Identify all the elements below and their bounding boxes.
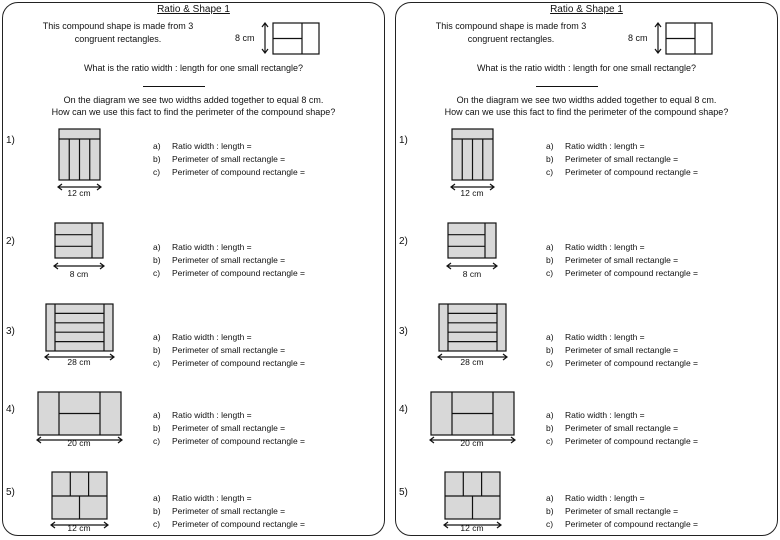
question-part: [153, 254, 305, 267]
question-parts: [153, 409, 305, 448]
question-part: [153, 166, 305, 179]
question-part: [546, 518, 698, 531]
part-letter: a): [153, 410, 161, 420]
question-part: [153, 153, 305, 166]
part-letter: b): [153, 255, 161, 265]
question-number: 2): [6, 236, 15, 247]
question-part: [546, 140, 698, 153]
dimension-label: 12 cm: [460, 188, 484, 198]
question-part: [546, 409, 698, 422]
part-letter: a): [153, 242, 161, 252]
question-part: [546, 422, 698, 435]
question-part: [153, 241, 305, 254]
worksheet-panel: [2, 2, 385, 536]
dimension-label: 28 cm: [460, 357, 484, 367]
dimension-label: 12 cm: [67, 188, 91, 198]
part-letter: a): [546, 242, 554, 252]
part-text: Perimeter of compound rectangle =: [565, 268, 699, 278]
part-letter: b): [546, 255, 554, 265]
part-text: Perimeter of small rectangle =: [565, 345, 679, 355]
part-letter: a): [546, 332, 554, 342]
part-letter: c): [546, 358, 554, 368]
question-part: [546, 254, 698, 267]
q3-shape: [438, 304, 507, 360]
question-parts: [546, 492, 698, 531]
question-part: [153, 422, 305, 435]
part-text: Perimeter of compound rectangle =: [565, 358, 699, 368]
q4-shape: [430, 392, 515, 443]
hint-line-1: On the diagram we see two widths added together to equal 8 cm.: [63, 95, 324, 105]
question-parts: [153, 492, 305, 531]
part-text: Ratio width : length =: [565, 493, 645, 503]
dimension-label: 20 cm: [460, 438, 484, 448]
part-text: Perimeter of compound rectangle =: [172, 436, 306, 446]
worksheet-title: Ratio & Shape 1: [550, 4, 623, 15]
part-letter: c): [153, 358, 161, 368]
part-text: Perimeter of compound rectangle =: [172, 268, 306, 278]
question-part: [546, 357, 698, 370]
question-part: [546, 331, 698, 344]
q5-shape: [51, 472, 108, 528]
part-text: Ratio width : length =: [565, 242, 645, 252]
part-text: Perimeter of small rectangle =: [565, 423, 679, 433]
part-text: Ratio width : length =: [172, 332, 252, 342]
q3-shape: [45, 304, 114, 360]
q2-shape: [54, 223, 104, 269]
dimension-label: 12 cm: [460, 523, 484, 533]
part-letter: b): [546, 345, 554, 355]
question-part: [546, 241, 698, 254]
part-letter: b): [546, 154, 554, 164]
ratio-question: What is the ratio width : length for one small rectangle?: [83, 63, 304, 73]
part-text: Perimeter of compound rectangle =: [565, 167, 699, 177]
question-part: [546, 492, 698, 505]
question-part: [153, 409, 305, 422]
hint-line-2: How can we use this fact to find the perimeter of the compound shape?: [444, 107, 729, 117]
question-part: [546, 505, 698, 518]
part-letter: c): [546, 519, 554, 529]
dimension-label: 20 cm: [67, 438, 91, 448]
part-text: Perimeter of compound rectangle =: [172, 358, 306, 368]
intro-example-shape: [262, 23, 319, 54]
part-letter: b): [153, 423, 161, 433]
part-letter: a): [546, 141, 554, 151]
q4-shape: [37, 392, 122, 443]
part-text: Perimeter of small rectangle =: [565, 506, 679, 516]
part-letter: a): [546, 410, 554, 420]
question-parts: [153, 331, 305, 370]
part-text: Ratio width : length =: [172, 493, 252, 503]
dimension-label: 8 cm: [462, 269, 482, 279]
part-text: Ratio width : length =: [565, 332, 645, 342]
question-part: [153, 492, 305, 505]
answer-line: [536, 86, 598, 87]
question-number: 1): [6, 135, 15, 146]
intro-text: This compound shape is made from 3 congruent rectangles.: [42, 21, 194, 44]
question-number: 1): [399, 135, 408, 146]
question-part: [153, 435, 305, 448]
part-text: Perimeter of compound rectangle =: [172, 167, 306, 177]
q5-shape: [444, 472, 501, 528]
part-letter: a): [153, 141, 161, 151]
part-letter: c): [153, 268, 161, 278]
part-text: Perimeter of small rectangle =: [565, 154, 679, 164]
part-text: Ratio width : length =: [565, 410, 645, 420]
part-letter: c): [546, 436, 554, 446]
part-text: Perimeter of small rectangle =: [172, 506, 286, 516]
hint-line-1: On the diagram we see two widths added together to equal 8 cm.: [456, 95, 717, 105]
intro-example-shape: [655, 23, 712, 54]
question-parts: [153, 241, 305, 280]
q1-shape: [451, 129, 494, 190]
question-parts: [546, 140, 698, 179]
question-part: [546, 166, 698, 179]
part-letter: b): [153, 506, 161, 516]
part-letter: a): [153, 332, 161, 342]
answer-line: [143, 86, 205, 87]
part-text: Ratio width : length =: [172, 242, 252, 252]
question-part: [153, 140, 305, 153]
q1-shape: [58, 129, 101, 190]
question-part: [546, 435, 698, 448]
question-part: [153, 357, 305, 370]
ratio-question: What is the ratio width : length for one small rectangle?: [476, 63, 697, 73]
part-text: Perimeter of compound rectangle =: [172, 519, 306, 529]
part-text: Ratio width : length =: [565, 141, 645, 151]
part-letter: b): [546, 423, 554, 433]
dimension-label: 28 cm: [67, 357, 91, 367]
question-part: [546, 344, 698, 357]
part-text: Perimeter of small rectangle =: [172, 154, 286, 164]
part-text: Perimeter of small rectangle =: [172, 423, 286, 433]
part-text: Perimeter of small rectangle =: [172, 255, 286, 265]
part-text: Ratio width : length =: [172, 141, 252, 151]
part-text: Ratio width : length =: [172, 410, 252, 420]
question-part: [153, 505, 305, 518]
worksheet-panel: [395, 2, 778, 536]
question-part: [153, 267, 305, 280]
dimension-label: 8 cm: [69, 269, 89, 279]
part-text: Perimeter of small rectangle =: [172, 345, 286, 355]
part-letter: b): [153, 154, 161, 164]
part-text: Perimeter of compound rectangle =: [565, 436, 699, 446]
part-letter: c): [153, 167, 161, 177]
part-letter: b): [153, 345, 161, 355]
question-number: 4): [6, 404, 15, 415]
question-parts: [546, 241, 698, 280]
part-letter: b): [546, 506, 554, 516]
question-number: 3): [6, 326, 15, 337]
part-letter: c): [153, 436, 161, 446]
question-part: [546, 267, 698, 280]
hint-line-2: How can we use this fact to find the perimeter of the compound shape?: [51, 107, 336, 117]
worksheet-title: Ratio & Shape 1: [157, 4, 230, 15]
part-letter: a): [546, 493, 554, 503]
part-text: Perimeter of compound rectangle =: [565, 519, 699, 529]
part-text: Perimeter of small rectangle =: [565, 255, 679, 265]
question-part: [153, 344, 305, 357]
question-number: 5): [6, 487, 15, 498]
question-parts: [546, 331, 698, 370]
question-number: 5): [399, 487, 408, 498]
part-letter: c): [546, 268, 554, 278]
intro-text: This compound shape is made from 3 congruent rectangles.: [435, 21, 587, 44]
question-part: [153, 518, 305, 531]
question-parts: [546, 409, 698, 448]
question-part: [153, 331, 305, 344]
q2-shape: [447, 223, 497, 269]
intro-dimension-label: 8 cm: [235, 33, 255, 43]
part-letter: c): [546, 167, 554, 177]
question-number: 2): [399, 236, 408, 247]
question-parts: [153, 140, 305, 179]
dimension-label: 12 cm: [67, 523, 91, 533]
question-number: 4): [399, 404, 408, 415]
part-letter: a): [153, 493, 161, 503]
question-number: 3): [399, 326, 408, 337]
intro-dimension-label: 8 cm: [628, 33, 648, 43]
question-part: [546, 153, 698, 166]
part-letter: c): [153, 519, 161, 529]
